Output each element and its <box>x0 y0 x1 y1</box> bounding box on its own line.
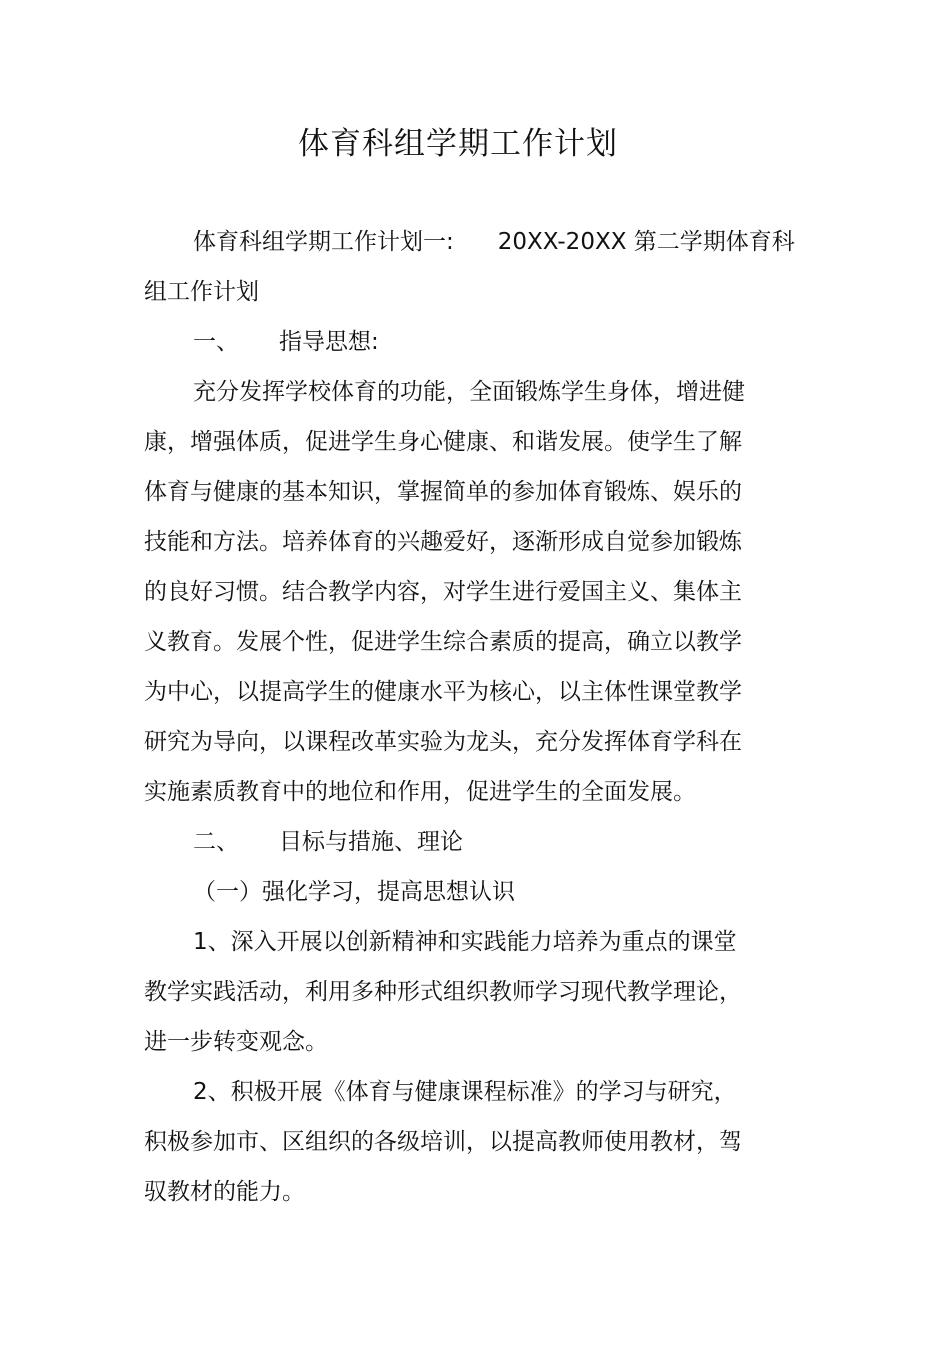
section-number: 一、 <box>193 329 239 355</box>
intro-continuation: 组工作计划 <box>144 279 259 305</box>
paragraph-line: 为中心，以提高学生的健康水平为核心，以主体性课堂教学 <box>144 679 742 705</box>
subsection-heading: （一）强化学习，提高思想认识 <box>193 879 515 905</box>
paragraph-line: 技能和方法。培养体育的兴趣爱好，逐渐形成自觉参加锻炼 <box>144 529 742 555</box>
section-title: 指导思想: <box>279 329 379 355</box>
document-title: 体育科组学期工作计划 <box>298 126 618 162</box>
list-item-line: 积极参加市、区组织的各级培训，以提高教师使用教材，驾 <box>144 1129 742 1155</box>
intro-tail: 20XX-20XX 第二学期体育科 <box>497 229 795 255</box>
list-item-line: 2、积极开展《体育与健康课程标准》的学习与研究， <box>193 1079 737 1105</box>
list-item-line: 1、深入开展以创新精神和实践能力培养为重点的课堂 <box>193 929 737 955</box>
section-heading-1 <box>193 324 379 360</box>
intro-label: 体育科组学期工作计划一: <box>193 229 454 255</box>
section-heading-2 <box>193 824 463 860</box>
list-item-line: 教学实践活动，利用多种形式组织教师学习现代教学理论， <box>144 979 742 1005</box>
section-title: 目标与措施、理论 <box>279 829 463 855</box>
paragraph-line: 研究为导向，以课程改革实验为龙头，充分发挥体育学科在 <box>144 729 742 755</box>
intro-line <box>193 224 795 260</box>
paragraph-line: 义教育。发展个性，促进学生综合素质的提高，确立以教学 <box>144 629 742 655</box>
paragraph-line: 充分发挥学校体育的功能，全面锻炼学生身体，增进健 <box>193 379 745 405</box>
section-number: 二、 <box>193 829 239 855</box>
list-item-line: 驭教材的能力。 <box>144 1179 305 1205</box>
paragraph-line: 的良好习惯。结合教学内容，对学生进行爱国主义、集体主 <box>144 579 742 605</box>
paragraph-line: 体育与健康的基本知识，掌握简单的参加体育锻炼、娱乐的 <box>144 479 742 505</box>
paragraph-line: 康，增强体质，促进学生身心健康、和谐发展。使学生了解 <box>144 429 742 455</box>
paragraph-line: 实施素质教育中的地位和作用，促进学生的全面发展。 <box>144 779 696 805</box>
list-item-line: 进一步转变观念。 <box>144 1029 328 1055</box>
